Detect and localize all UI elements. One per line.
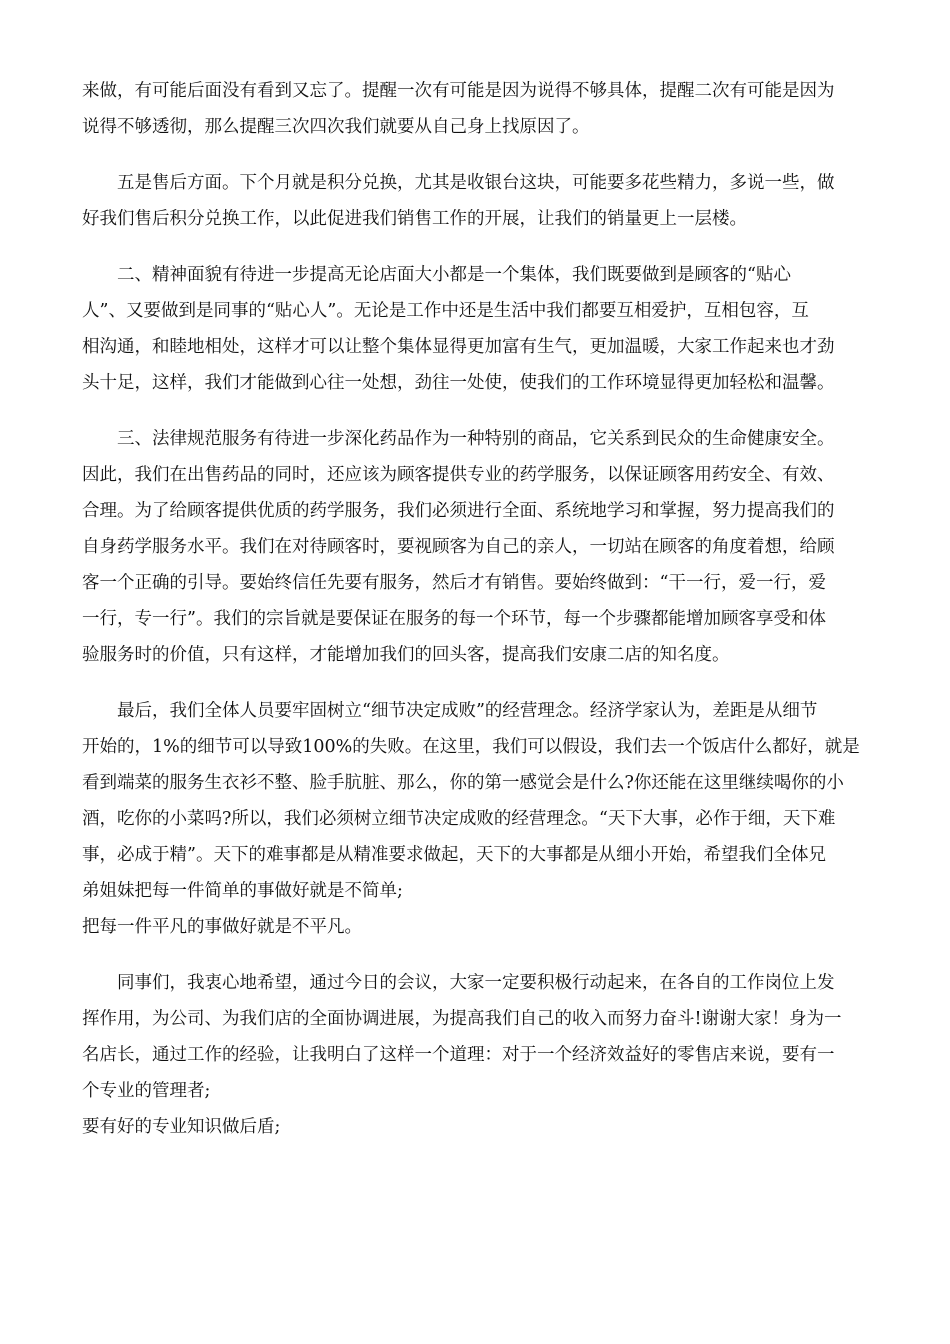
text-line: 相沟通，和睦地相处，这样才可以让整个集体显得更加富有生气，更加温暖，大家工作起来也才劲 xyxy=(82,337,835,357)
text-line: 事，必成于精”。天下的难事都是从精准要求做起，天下的大事都是从细小开始，希望我们全体兄 xyxy=(82,845,826,865)
text-line: 五是售后方面。下个月就是积分兑换，尤其是收银台这块，可能要多花些精力，多说一些，做 xyxy=(82,173,835,193)
text-line: 说得不够透彻，那么提醒三次四次我们就要从自己身上找原因了。 xyxy=(82,117,590,137)
document-body xyxy=(82,73,868,1145)
text-line: 同事们，我衷心地希望，通过今日的会议，大家一定要积极行动起来，在各自的工作岗位上发 xyxy=(82,973,835,993)
text-line: 人”、又要做到是同事的“贴心人”。无论是工作中还是生活中我们都要互相爱护，互相包容，互 xyxy=(82,301,809,321)
paragraph-legal-service xyxy=(82,421,868,673)
text-line: 头十足，这样，我们才能做到心往一处想，劲往一处使，使我们的工作环境显得更加轻松和温馨。 xyxy=(82,373,835,393)
text-line: 把每一件平凡的事做好就是不平凡。 xyxy=(82,917,362,937)
text-line: 二、精神面貌有待进一步提高无论店面大小都是一个集体，我们既要做到是顾客的“贴心 xyxy=(82,265,791,285)
text-line: 要有好的专业知识做后盾; xyxy=(82,1117,281,1137)
paragraph-reminder xyxy=(82,73,868,145)
text-line: 弟姐妹把每一件简单的事做好就是不简单; xyxy=(82,881,403,901)
text-line: 来做，有可能后面没有看到又忘了。提醒一次有可能是因为说得不够具体，提醒二次有可能是因为 xyxy=(82,81,835,101)
text-line: 客一个正确的引导。要始终信任先要有服务，然后才有销售。要始终做到：“干一行，爱一行，爱 xyxy=(82,573,826,593)
text-line: 挥作用，为公司、为我们店的全面协调进展，为提高我们自己的收入而努力奋斗!谢谢大家！身为一 xyxy=(82,1009,842,1029)
paragraph-details xyxy=(82,693,868,945)
text-line: 好我们售后积分兑换工作，以此促进我们销售工作的开展，让我们的销量更上一层楼。 xyxy=(82,209,747,229)
text-line: 名店长，通过工作的经验，让我明白了这样一个道理：对于一个经济效益好的零售店来说，要有一 xyxy=(82,1045,835,1065)
text-line: 一行，专一行”。我们的宗旨就是要保证在服务的每一个环节，每一个步骤都能增加顾客享受和体 xyxy=(82,609,826,629)
text-line: 因此，我们在出售药品的同时，还应该为顾客提供专业的药学服务，以保证顾客用药安全、有效、 xyxy=(82,465,835,485)
paragraph-spirit xyxy=(82,257,868,401)
text-line: 看到端菜的服务生衣衫不整、脸手肮脏、那么，你的第一感觉会是什么?你还能在这里继续喝你的小 xyxy=(82,773,844,793)
text-line: 自身药学服务水平。我们在对待顾客时，要视顾客为自己的亲人，一切站在顾客的角度着想，给顾 xyxy=(82,537,835,557)
paragraph-closing xyxy=(82,965,868,1145)
text-line: 合理。为了给顾客提供优质的药学服务，我们必须进行全面、系统地学习和掌握，努力提高我们的 xyxy=(82,501,835,521)
text-line: 开始的，1%的细节可以导致100%的失败。在这里，我们可以假设，我们去一个饭店什么都好，就是 xyxy=(82,737,860,757)
text-line: 酒，吃你的小菜吗?所以，我们必须树立细节决定成败的经营理念。“天下大事，必作于细，天下难 xyxy=(82,809,836,829)
text-line: 验服务时的价值，只有这样，才能增加我们的回头客，提高我们安康二店的知名度。 xyxy=(82,645,730,665)
text-line: 个专业的管理者; xyxy=(82,1081,211,1101)
text-line: 三、法律规范服务有待进一步深化药品作为一种特别的商品，它关系到民众的生命健康安全。 xyxy=(82,429,835,449)
paragraph-after-sales xyxy=(82,165,868,237)
text-line: 最后，我们全体人员要牢固树立“细节决定成败”的经营理念。经济学家认为，差距是从细节 xyxy=(82,701,818,721)
